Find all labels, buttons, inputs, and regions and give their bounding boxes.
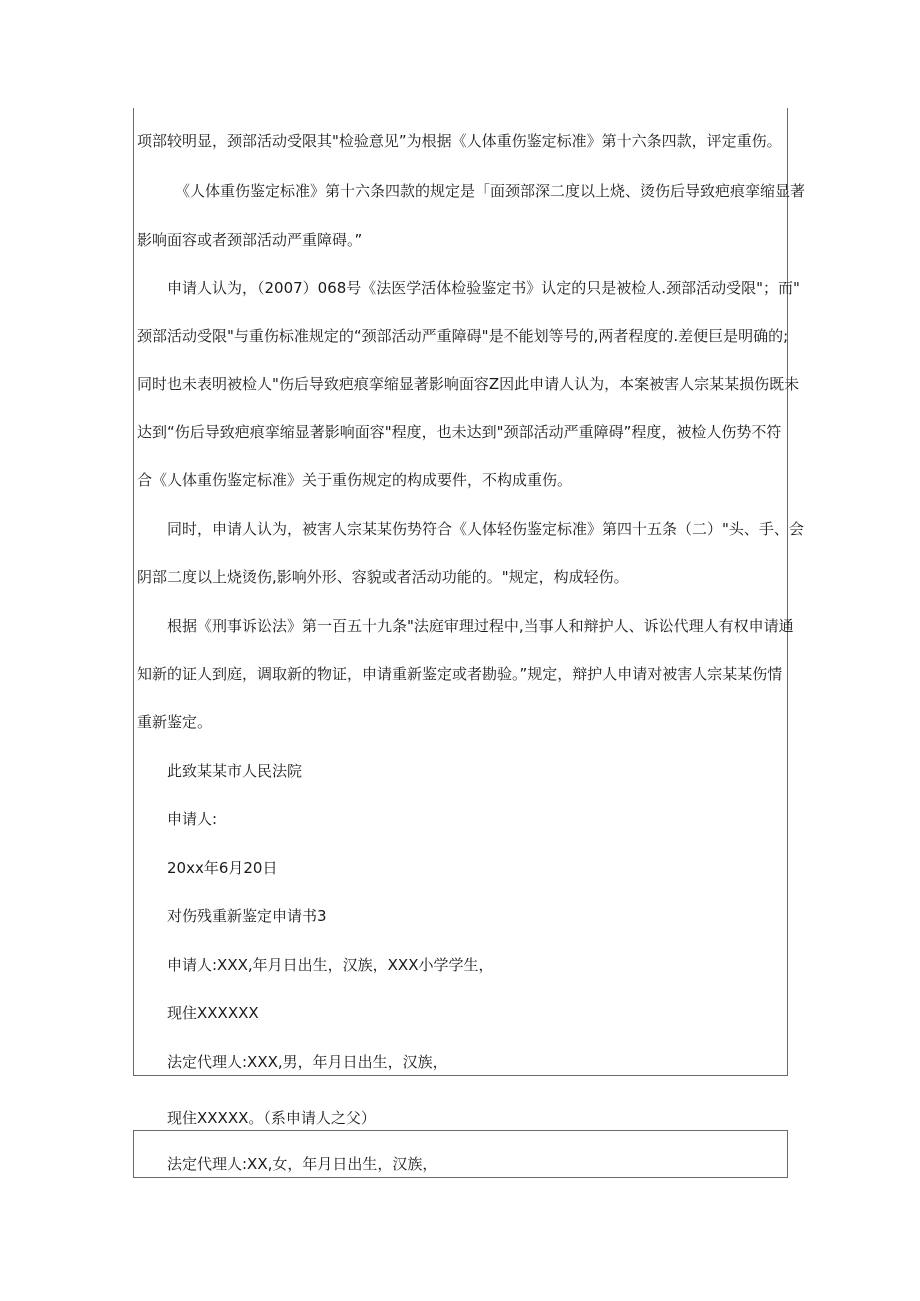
paragraph-line: 重新鉴定。	[137, 713, 213, 731]
paragraph-line: 根据《刑事诉讼法》第一百五十九条"法庭审理过程中,当事人和辩护人、诉讼代理人有权申请通	[167, 617, 794, 635]
paragraph-line: 同时也未表明被检人"伤后导致疤痕挛缩显著影响面容Z因此申请人认为，本案被害人宗某某损伤既未	[137, 375, 800, 393]
paragraph-line: 项部较明显，颈部活动受限其"检验意见”为根据《人体重伤鉴定标准》第十六条四款，评定重伤。	[137, 132, 782, 150]
paragraph-line: 影响面容或者颈部活动严重障碍。”	[137, 231, 363, 249]
paragraph-line: 颈部活动受限"与重伤标准规定的“颈部活动严重障碍"是不能划等号的,两者程度的.差便巨是明确的;	[137, 327, 789, 345]
date-line: 20xx年6月20日	[167, 859, 278, 877]
father-address: 现住XXXXX。（系申请人之父）	[167, 1109, 376, 1127]
page-frame-top	[133, 108, 806, 1076]
paragraph-line: 达到“伤后导致疤痕挛缩显著影响面容"程度，也未达到"颈部活动严重障碍”程度，被检人伤势不符	[137, 423, 782, 441]
legal-guardian-father: 法定代理人:XXX,男，年月日出生，汉族，	[167, 1053, 448, 1071]
legal-guardian-mother: 法定代理人:XX,女，年月日出生，汉族，	[167, 1155, 438, 1173]
paragraph-line: 阴部二度以上烧烫伤,影响外形、容貌或者活动功能的。"规定，构成轻伤。	[137, 568, 629, 586]
paragraph-line: 知新的证人到庭，调取新的物证，申请重新鉴定或者勘验。”规定，辩护人申请对被害人宗某某伤情	[137, 665, 783, 683]
paragraph-line: 申请人认为，（2007）068号《法医学活体检验鉴定书》认定的只是被检人.颈部活动受限"；而"	[167, 279, 800, 297]
applicant-info: 申请人:XXX,年月日出生，汉族，XXX小学学生，	[167, 956, 494, 974]
paragraph-line: 同时，申请人认为，被害人宗某某伤势符合《人体轻伤鉴定标准》第四十五条（二）"头、手、会	[167, 520, 804, 538]
paragraph-line: 《人体重伤鉴定标准》第十六条四款的规定是「面颈部深二度以上烧、烫伤后导致疤痕挛缩显著	[175, 182, 806, 200]
salutation: 此致某某市人民法院	[167, 762, 303, 780]
document-title: 对伤残重新鉴定申请书3	[167, 907, 327, 925]
applicant-address: 现住XXXXXX	[167, 1004, 259, 1022]
paragraph-line: 合《人体重伤鉴定标准》关于重伤规定的构成要件，不构成重伤。	[137, 471, 573, 489]
applicant-signature-label: 申请人:	[167, 810, 218, 828]
